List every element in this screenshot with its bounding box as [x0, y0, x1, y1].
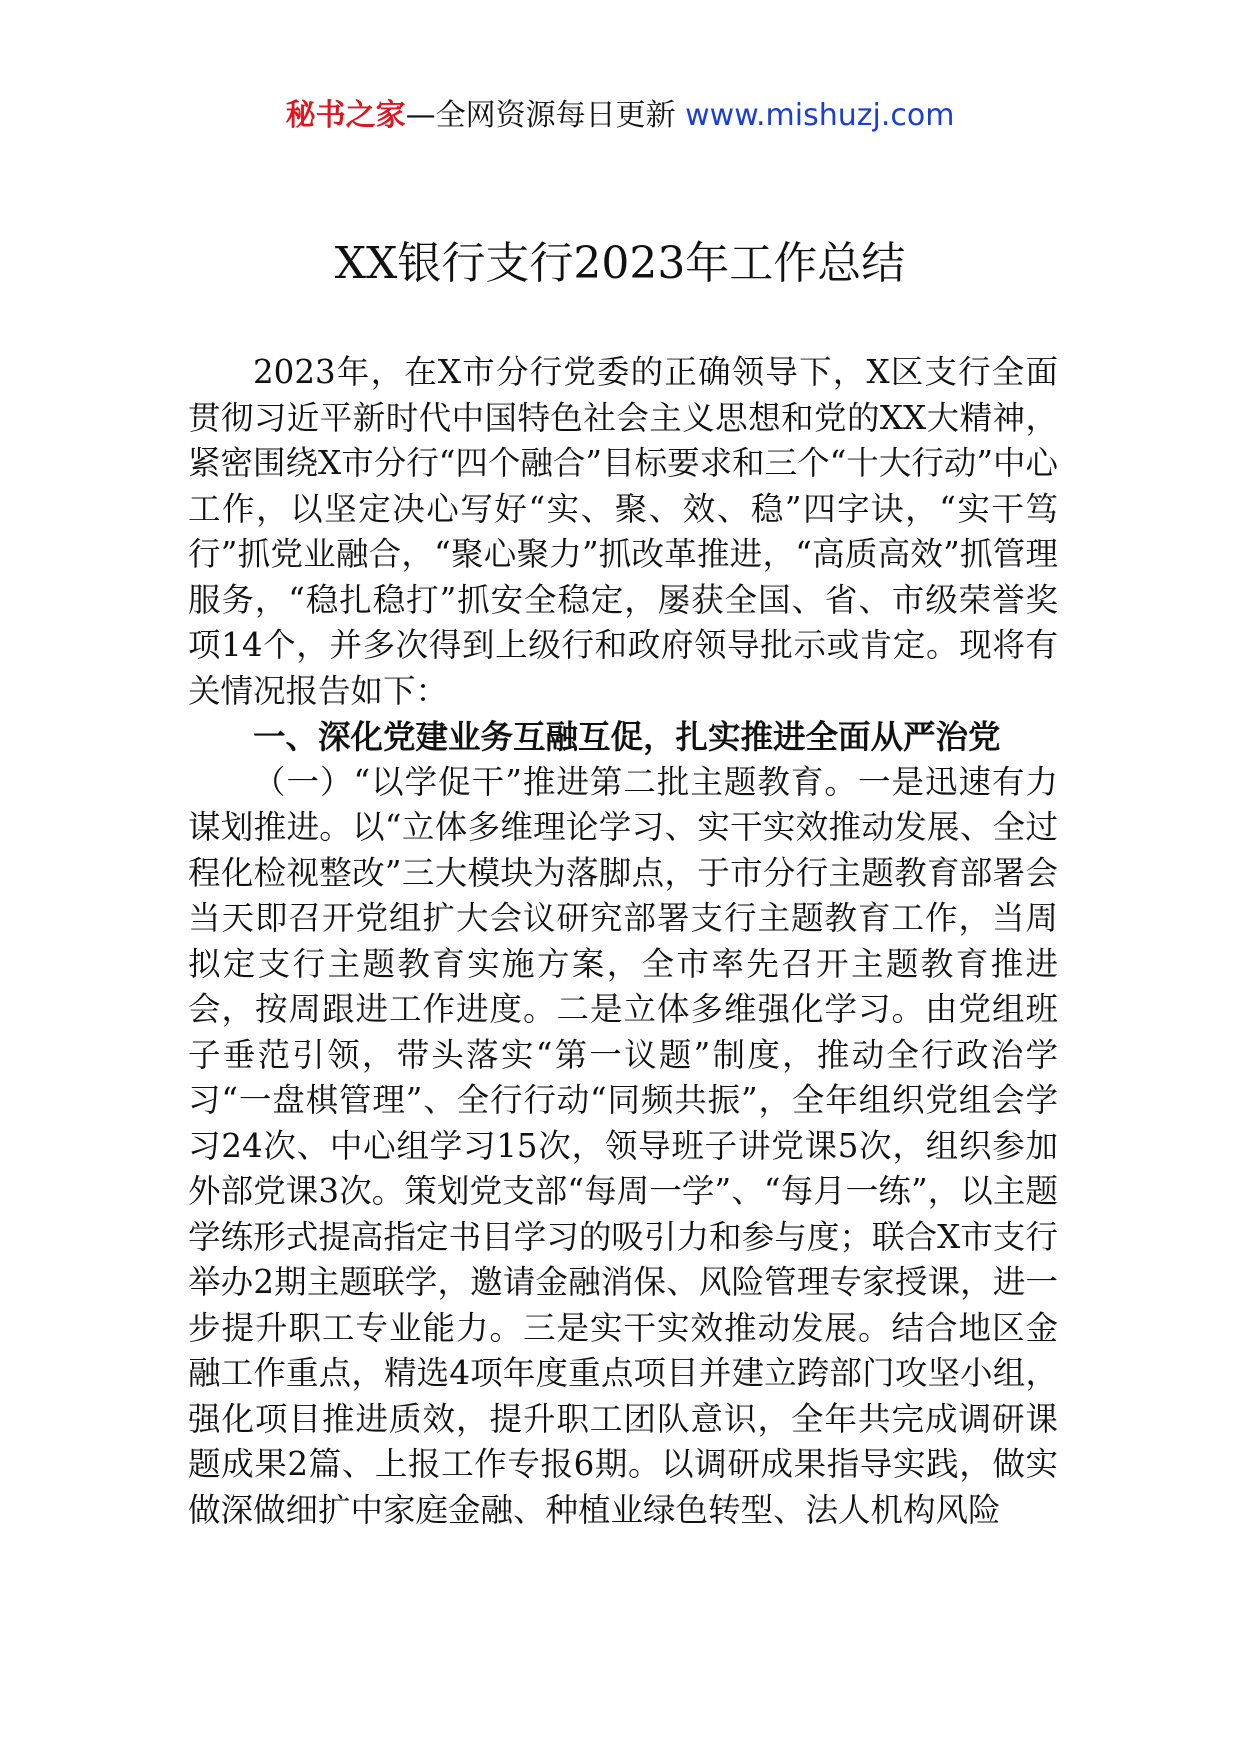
- site-url-link[interactable]: www.mishuzj.com: [685, 98, 955, 133]
- document-body: [188, 350, 1058, 1533]
- site-tagline: —全网资源每日更新: [405, 98, 676, 133]
- site-header: [0, 96, 1240, 136]
- section-heading: 一、深化党建业务互融互促，扎实推进全面从严治党: [253, 717, 1001, 756]
- document-title: XX银行支行2023年工作总结: [334, 238, 906, 289]
- site-brand: 秘书之家: [285, 98, 406, 133]
- body-paragraph: （一）“以学促干”推进第二批主题教育。一是迅速有力谋划推进。以“立体多维理论学习、实干实效推动发展、全过程化检视整改”三大模块为落脚点，于市分行主题教育部署会当天即召开党组扩大会议研究部署支行主题教育工作，当周拟定支行主题教育实施方案，全市率先召开主题教育推进会，按周跟进工作进度。二是立体多维强化学习。由党组班子垂范引领，带头落实“第一议题”制度，推动全行政治学习“一盘棋管理”、全行行动“同频共振”，全年组织党组会学习24次、中心组学习15次，领导班子讲党课5次，组织参加外部党课3次。策划党支部“每周一学”、“每月一练”，以主题学练形式提高指定书目学习的吸引力和参与度；联合X市支行举办2期主题联学，邀请金融消保、风险管理专家授课，进一步提升职工专业能力。三是实干实效推动发展。结合地区金融工作重点，精选4项年度重点项目并建立跨部门攻坚小组，强化项目推进质效，提升职工团队意识，全年共完成调研课题成果2篇、上报工作专报6期。以调研成果指导实践，做实做深做细扩中家庭金融、种植业绿色转型、法人机构风险: [188, 762, 1058, 1529]
- intro-paragraph: 2023年，在X市分行党委的正确领导下，X区支行全面贯彻习近平新时代中国特色社会主义思想和党的XX大精神，紧密围绕X市分行“四个融合”目标要求和三个“十大行动”中心工作，以坚定决心写好“实、聚、效、稳”四字诀，“实干笃行”抓党业融合，“聚心聚力”抓改革推进，“高质高效”抓管理服务，“稳扎稳打”抓安全稳定，屡获全国、省、市级荣誉奖项14个，并多次得到上级行和政府领导批示或肯定。现将有关情况报告如下：: [188, 353, 1058, 710]
